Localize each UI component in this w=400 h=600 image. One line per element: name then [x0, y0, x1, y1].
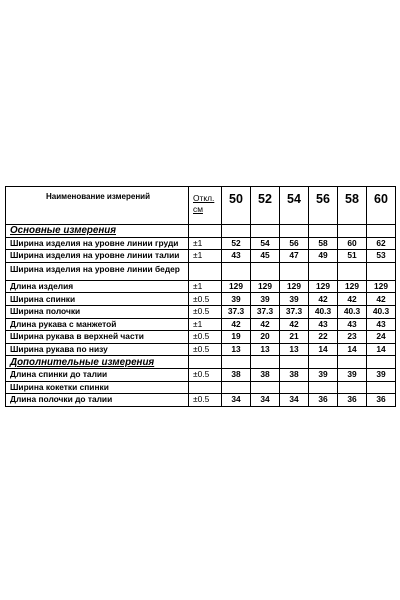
value-cell: [280, 381, 309, 394]
value-cell: 39: [280, 293, 309, 306]
tolerance-cell: ±0.5: [189, 293, 222, 306]
tolerance-cell: ±0.5: [189, 331, 222, 344]
value-cell: 37.3: [280, 305, 309, 318]
section-row: [6, 356, 396, 369]
value-cell: [338, 356, 367, 369]
value-cell: 14: [338, 343, 367, 356]
value-cell: [367, 381, 396, 394]
value-cell: 13: [280, 343, 309, 356]
value-cell: 53: [367, 250, 396, 263]
value-cell: 52: [222, 237, 251, 250]
value-cell: 37.3: [251, 305, 280, 318]
value-cell: [309, 225, 338, 238]
table-row: [6, 250, 396, 263]
value-cell: 36: [367, 394, 396, 407]
value-cell: 43: [367, 318, 396, 331]
table-body: [6, 187, 396, 407]
section-title: Дополнительные измерения: [6, 356, 189, 369]
value-cell: 129: [251, 280, 280, 293]
table-row: [6, 318, 396, 331]
measurement-name: Ширина кокетки спинки: [6, 381, 189, 394]
value-cell: [309, 381, 338, 394]
table-row: [6, 368, 396, 381]
tolerance-cell: ±0.5: [189, 343, 222, 356]
value-cell: [338, 262, 367, 280]
tolerance-cell: ±0.5: [189, 305, 222, 318]
value-cell: 38: [251, 368, 280, 381]
header-size-56: 56: [309, 187, 338, 225]
value-cell: [222, 356, 251, 369]
value-cell: 13: [251, 343, 280, 356]
measurement-sheet: [5, 186, 395, 407]
value-cell: 56: [280, 237, 309, 250]
value-cell: 21: [280, 331, 309, 344]
header-measurement-name: Наименование измерений: [6, 187, 189, 225]
value-cell: 43: [309, 318, 338, 331]
value-cell: 24: [367, 331, 396, 344]
value-cell: 19: [222, 331, 251, 344]
tolerance-cell: [189, 225, 222, 238]
value-cell: 40.3: [309, 305, 338, 318]
value-cell: 39: [222, 293, 251, 306]
table-row: [6, 394, 396, 407]
header-tolerance-line2: см: [193, 204, 203, 214]
measurement-name: Длина спинки до талии: [6, 368, 189, 381]
value-cell: [251, 356, 280, 369]
value-cell: 39: [338, 368, 367, 381]
value-cell: 40.3: [367, 305, 396, 318]
value-cell: [251, 262, 280, 280]
value-cell: [251, 381, 280, 394]
value-cell: 51: [338, 250, 367, 263]
header-tolerance-line1: Откл.: [193, 193, 215, 203]
value-cell: 43: [222, 250, 251, 263]
table-row: [6, 237, 396, 250]
value-cell: 129: [280, 280, 309, 293]
value-cell: 129: [367, 280, 396, 293]
tolerance-cell: ±1: [189, 318, 222, 331]
value-cell: [280, 225, 309, 238]
tolerance-cell: [189, 262, 222, 280]
value-cell: 129: [222, 280, 251, 293]
value-cell: [309, 356, 338, 369]
value-cell: 129: [309, 280, 338, 293]
value-cell: [309, 262, 338, 280]
header-size-58: 58: [338, 187, 367, 225]
measurement-name: Ширина изделия на уровне линии талии: [6, 250, 189, 263]
value-cell: 22: [309, 331, 338, 344]
value-cell: 42: [251, 318, 280, 331]
value-cell: 42: [367, 293, 396, 306]
value-cell: 38: [222, 368, 251, 381]
header-size-52: 52: [251, 187, 280, 225]
value-cell: [367, 356, 396, 369]
measurement-name: Длина изделия: [6, 280, 189, 293]
tolerance-cell: ±1: [189, 250, 222, 263]
header-size-54: 54: [280, 187, 309, 225]
value-cell: [251, 225, 280, 238]
value-cell: 39: [367, 368, 396, 381]
value-cell: 36: [309, 394, 338, 407]
value-cell: 45: [251, 250, 280, 263]
value-cell: 49: [309, 250, 338, 263]
tolerance-cell: [189, 381, 222, 394]
value-cell: 54: [251, 237, 280, 250]
table-row: [6, 293, 396, 306]
table-row: [6, 343, 396, 356]
value-cell: 34: [222, 394, 251, 407]
value-cell: [280, 356, 309, 369]
value-cell: 38: [280, 368, 309, 381]
value-cell: [222, 262, 251, 280]
value-cell: 36: [338, 394, 367, 407]
tolerance-cell: ±1: [189, 237, 222, 250]
measurement-name: Ширина изделия на уровне линии груди: [6, 237, 189, 250]
measurement-name: Ширина спинки: [6, 293, 189, 306]
table-row: [6, 305, 396, 318]
value-cell: 129: [338, 280, 367, 293]
tolerance-cell: ±1: [189, 280, 222, 293]
value-cell: 47: [280, 250, 309, 263]
measurement-name: Ширина изделия на уровне линии бедер: [6, 262, 189, 280]
table-row: [6, 381, 396, 394]
size-chart-table: [5, 186, 396, 407]
tolerance-cell: [189, 356, 222, 369]
measurement-name: Ширина полочки: [6, 305, 189, 318]
value-cell: [222, 381, 251, 394]
value-cell: 23: [338, 331, 367, 344]
section-row: [6, 225, 396, 238]
value-cell: [338, 381, 367, 394]
value-cell: 37.3: [222, 305, 251, 318]
table-row: [6, 262, 396, 280]
table-row: [6, 331, 396, 344]
value-cell: [367, 225, 396, 238]
value-cell: 58: [309, 237, 338, 250]
value-cell: 14: [367, 343, 396, 356]
header-size-50: 50: [222, 187, 251, 225]
measurement-name: Длина полочки до талии: [6, 394, 189, 407]
value-cell: 42: [338, 293, 367, 306]
measurement-name: Ширина рукава по низу: [6, 343, 189, 356]
value-cell: 20: [251, 331, 280, 344]
header-row: [6, 187, 396, 225]
value-cell: 39: [309, 368, 338, 381]
value-cell: 13: [222, 343, 251, 356]
measurement-name: Длина рукава с манжетой: [6, 318, 189, 331]
value-cell: 60: [338, 237, 367, 250]
header-size-60: 60: [367, 187, 396, 225]
header-tolerance: [189, 187, 222, 225]
value-cell: 42: [280, 318, 309, 331]
value-cell: [338, 225, 367, 238]
value-cell: [367, 262, 396, 280]
value-cell: 62: [367, 237, 396, 250]
section-title: Основные измерения: [6, 225, 189, 238]
value-cell: 34: [251, 394, 280, 407]
value-cell: [222, 225, 251, 238]
value-cell: [280, 262, 309, 280]
tolerance-cell: ±0.5: [189, 394, 222, 407]
value-cell: 34: [280, 394, 309, 407]
value-cell: 42: [222, 318, 251, 331]
value-cell: 43: [338, 318, 367, 331]
table-row: [6, 280, 396, 293]
measurement-name: Ширина рукава в верхней части: [6, 331, 189, 344]
tolerance-cell: ±0.5: [189, 368, 222, 381]
value-cell: 42: [309, 293, 338, 306]
value-cell: 39: [251, 293, 280, 306]
value-cell: 40.3: [338, 305, 367, 318]
value-cell: 14: [309, 343, 338, 356]
